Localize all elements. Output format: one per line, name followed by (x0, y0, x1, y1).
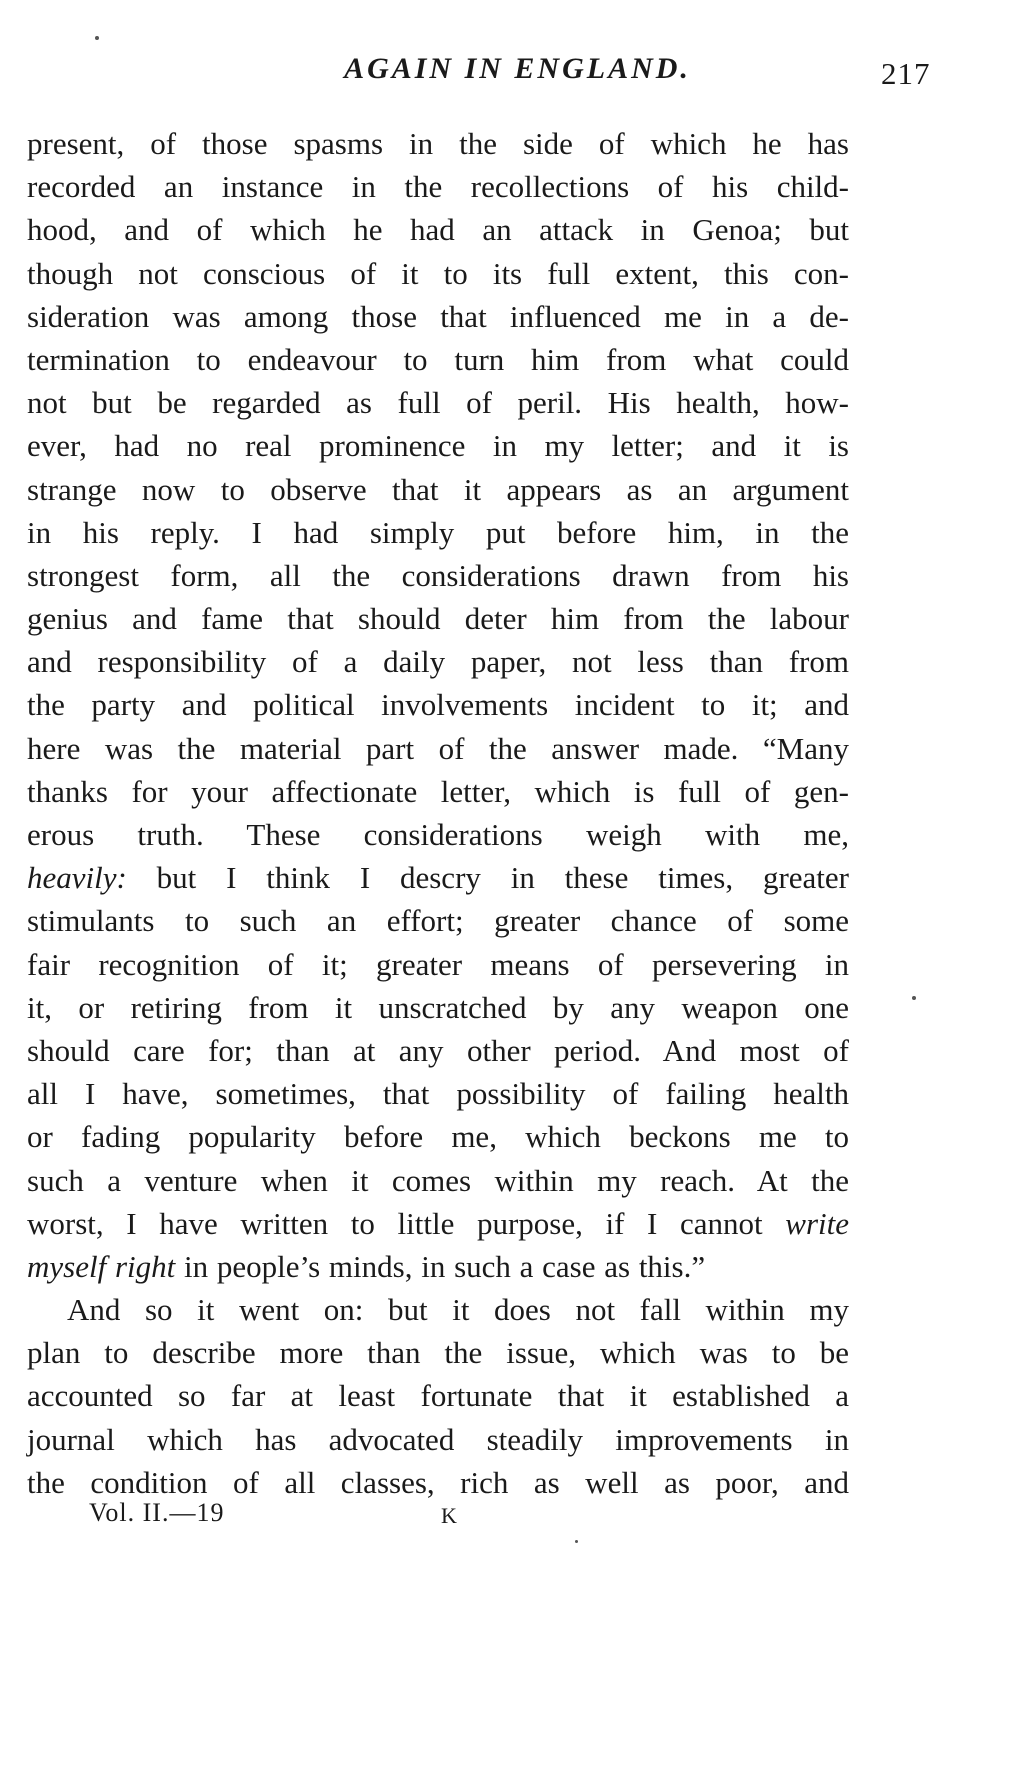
text-line: ever, had no real prominence in my letter; and it is (27, 428, 849, 464)
text-line: though not conscious of it to its full extent, this con- (27, 255, 849, 291)
text-line: such a venture when it comes within my reach. At the (27, 1162, 849, 1198)
text-line: erous truth. These considerations weigh with me, (27, 817, 849, 852)
italic-emphasis: myself right (27, 1248, 176, 1284)
text-line: present, of those spasms in the side of which he has (27, 126, 849, 161)
text-line: not but be regarded as full of peril. His health, how- (27, 385, 849, 421)
text-line: hood, and of which he had an attack in Genoa; but (27, 212, 849, 248)
text-line: And so it went on: but it does not fall within my (67, 1292, 849, 1328)
text-line: genius and fame that should deter him from the labour (27, 601, 849, 637)
text-line: accounted so far at least fortunate that it established a (27, 1378, 849, 1414)
volume-signature: Vol. II.—19 (89, 1498, 225, 1527)
page-number: 217 (881, 56, 931, 91)
text-line: strongest form, all the considerations drawn from his (27, 557, 849, 593)
text-line: strange now to observe that it appears as an argument (27, 471, 849, 507)
text-line: sideration was among those that influenced me in a de- (27, 298, 849, 334)
text-line: and responsibility of a daily paper, not less than from (27, 644, 849, 680)
text-line: the condition of all classes, rich as well as poor, and (27, 1464, 849, 1500)
running-title: AGAIN IN ENGLAND. (344, 52, 691, 85)
text-line: the party and political involvements incident to it; and (27, 687, 849, 723)
text-line: journal which has advocated steadily improvements in (27, 1421, 849, 1457)
text-line: thanks for your affectionate letter, which is full of gen- (27, 773, 849, 809)
paper-speck (912, 996, 916, 1000)
text-line: in his reply. I had simply put before him, in the (27, 514, 849, 550)
text-line: worst, I have written to little purpose, if I cannot write (27, 1205, 849, 1241)
text-line: or fading popularity before me, which beckons me to (27, 1119, 849, 1155)
text-line: here was the material part of the answer made. “Many (27, 730, 849, 766)
paper-speck (575, 1540, 578, 1543)
text-line: fair recognition of it; greater means of persevering in (27, 946, 849, 982)
text-line: it, or retiring from it unscratched by any weapon one (27, 989, 849, 1025)
text-line: stimulants to such an effort; greater chance of some (27, 903, 849, 939)
text-line: termination to endeavour to turn him from what could (27, 341, 849, 377)
printer-signature-mark: K (441, 1503, 457, 1528)
paper-speck (95, 36, 99, 40)
text-line: all I have, sometimes, that possibility of failing health (27, 1076, 849, 1112)
text-line: heavily: but I think I descry in these times, greater (27, 860, 849, 896)
text-line: plan to describe more than the issue, which was to be (27, 1335, 849, 1371)
text-line: should care for; than at any other period. And most of (27, 1032, 849, 1068)
italic-emphasis: heavily: (27, 860, 127, 896)
italic-emphasis: write (785, 1205, 849, 1241)
text-line: myself right in people’s minds, in such a case as this.” (27, 1248, 706, 1284)
text-line: recorded an instance in the recollections of his child- (27, 169, 849, 205)
body-text (27, 122, 849, 1504)
